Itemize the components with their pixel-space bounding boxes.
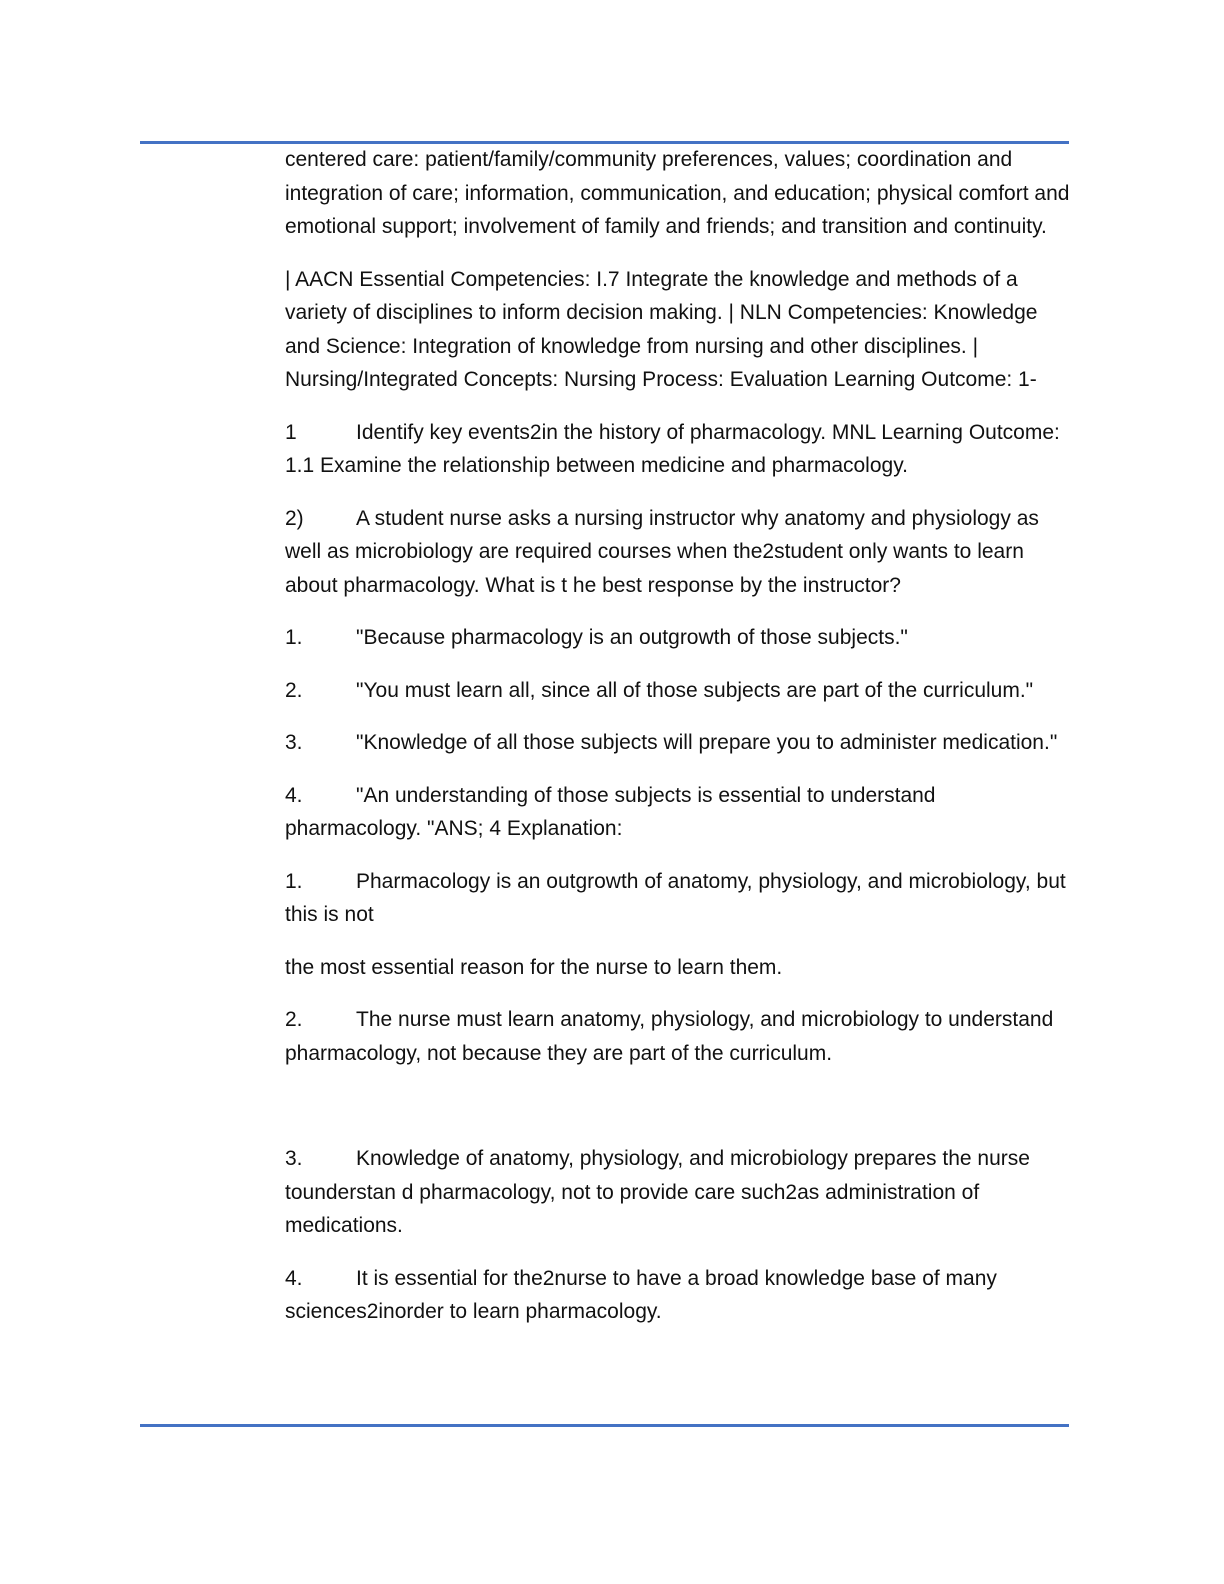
paragraph-learning-outcome [285,416,1075,483]
answer-option [285,674,1075,708]
item-number: 1 [285,420,297,444]
explanation-item [285,865,1075,932]
explanation-item [285,1262,1075,1329]
explanation-item [285,1142,1075,1243]
item-text: Identify key events2in the history of pharmacology. MNL Learning Outcome: 1.1 Examine the relationship between medicine and pharmacology. [285,420,1060,477]
explanation-number: 1. [285,869,303,893]
document-body [285,143,1075,1329]
answer-option [285,726,1075,760]
option-text: "An understanding of those subjects is essential to understand pharmacology. "ANS; 4 Explanation: [285,783,936,840]
question-stem [285,502,1075,603]
paragraph-competencies: | AACN Essential Competencies: I.7 Integrate the knowledge and methods of a variety of disciplines to inform decision making. | NLN Competencies: Knowledge and Science: Integration of knowledge from nursing and other disciplines. | Nursing/Integrated Concepts: Nursing Process: Evaluation Learning Outcome: 1- [285,267,1038,391]
answer-option [285,621,1075,655]
option-number: 2. [285,678,303,702]
explanation-item [285,1003,1075,1070]
question-text: A student nurse asks a nursing instructor why anatomy and physiology as well as microbiology are required courses when the2student only wants to learn about pharmacology. What is t he best response by the instructor? [285,506,1039,597]
explanation-continuation: the most essential reason for the nurse to learn them. [285,955,783,979]
explanation-number: 4. [285,1266,303,1290]
question-number: 2) [285,506,304,530]
explanation-text: It is essential for the2nurse to have a broad knowledge base of many sciences2inorder to learn pharmacology. [285,1266,997,1323]
explanation-text: Knowledge of anatomy, physiology, and microbiology prepares the nurse tounderstan d pharmacology, not to provide care such2as administration of medications. [285,1147,1030,1237]
explanation-number: 3. [285,1147,303,1170]
footer-rule [140,1424,1069,1427]
option-text: "Knowledge of all those subjects will prepare you to administer medication." [356,731,1058,754]
option-number: 1. [285,626,303,649]
explanation-text: The nurse must learn anatomy, physiology, and microbiology to understand pharmacology, not because they are part of the curriculum. [285,1008,1054,1065]
answer-option [285,779,1075,846]
option-text: "You must learn all, since all of those subjects are part of the curriculum." [356,678,1034,702]
explanation-text: Pharmacology is an outgrowth of anatomy, physiology, and microbiology, but this is not [285,869,1066,926]
option-number: 3. [285,731,303,754]
option-number: 4. [285,783,303,807]
explanation-number: 2. [285,1008,303,1031]
paragraph-centered-care: centered care: patient/family/community preferences, values; coordination and integration of care; information, communication, and education; physical comfort and emotional support; involvement of family and friends; and transition and continuity. [285,148,1070,238]
option-text: "Because pharmacology is an outgrowth of those subjects." [356,626,908,649]
